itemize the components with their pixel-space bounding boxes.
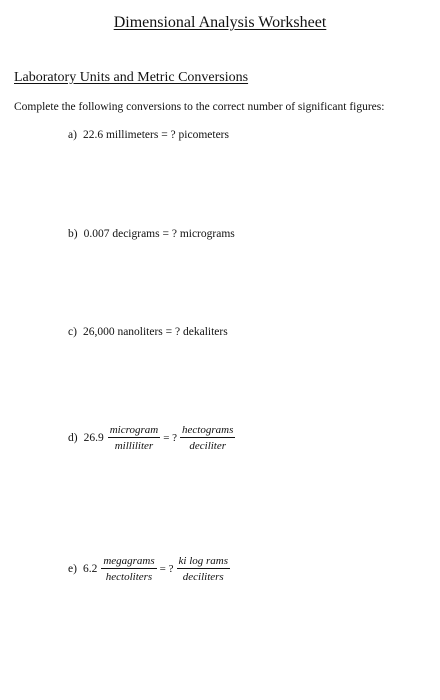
question-d — [68, 424, 235, 452]
question-value: 26.9 — [83, 432, 104, 444]
fraction-denominator: deciliters — [182, 571, 224, 583]
fraction-numerator: hectograms — [182, 424, 234, 436]
question-letter: c) — [68, 326, 77, 338]
fraction-denominator: milliliter — [114, 440, 154, 452]
fraction-denominator: hectoliters — [105, 571, 153, 583]
question-letter: e) — [68, 563, 77, 575]
question-a — [68, 129, 229, 141]
question-text: 22.6 millimeters = ? picometers — [82, 129, 229, 141]
to-unit-fraction — [177, 555, 231, 583]
question-b — [68, 228, 235, 240]
instructions-text: Complete the following conversions to the correct number of significant figures: — [14, 101, 385, 113]
fraction-denominator: deciliter — [189, 440, 227, 452]
question-text: 0.007 decigrams = ? micrograms — [83, 228, 235, 240]
from-unit-fraction — [101, 555, 156, 583]
question-value: 6.2 — [82, 563, 98, 575]
question-letter: a) — [68, 129, 77, 141]
fraction-numerator: microgram — [109, 424, 159, 436]
question-e — [68, 555, 230, 583]
from-unit-fraction — [108, 424, 160, 452]
question-letter: b) — [68, 228, 78, 240]
equals-sign: = ? — [163, 432, 178, 444]
question-c — [68, 326, 228, 338]
question-letter: d) — [68, 432, 78, 444]
section-heading: Laboratory Units and Metric Conversions — [14, 70, 249, 85]
to-unit-fraction — [180, 424, 235, 452]
fraction-numerator: megagrams — [103, 555, 155, 567]
equals-sign: = ? — [159, 563, 174, 575]
question-text: 26,000 nanoliters = ? dekaliters — [82, 326, 228, 338]
fraction-numerator: ki log rams — [178, 555, 228, 567]
page-title: Dimensional Analysis Worksheet — [113, 14, 327, 31]
